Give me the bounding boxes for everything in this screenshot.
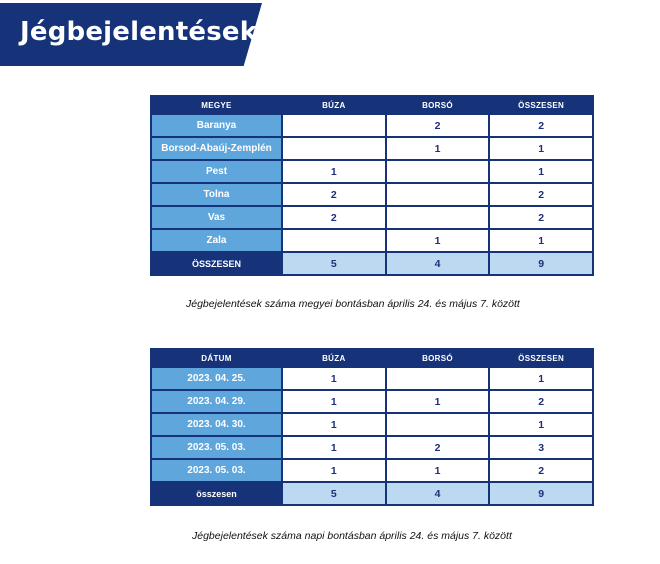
county-table-caption: Jégbejelentések száma megyei bontásban április 24. és május 7. között [186, 298, 520, 310]
county-cell: Baranya [152, 115, 281, 136]
total-cell: 3 [490, 437, 592, 458]
pea-cell: 2 [387, 115, 489, 136]
pea-cell [387, 368, 489, 389]
daily-table-caption: Jégbejelentések száma napi bontásban április 24. és május 7. között [192, 530, 512, 542]
county-cell: Zala [152, 230, 281, 251]
header-wheat: BÚZA [283, 97, 385, 113]
header-total: ÖSSZESEN [490, 97, 592, 113]
date-cell: 2023. 05. 03. [152, 437, 281, 458]
grand-total-cell: 9 [490, 253, 592, 274]
grand-total-cell: 9 [490, 483, 592, 504]
total-cell: 1 [490, 230, 592, 251]
wheat-cell: 1 [283, 161, 385, 182]
table-row [152, 230, 592, 251]
table-row [152, 161, 592, 182]
date-cell: 2023. 05. 03. [152, 460, 281, 481]
table-row [152, 391, 592, 412]
wheat-total-cell: 5 [283, 253, 385, 274]
total-cell: 2 [490, 460, 592, 481]
pea-cell: 1 [387, 460, 489, 481]
county-table [150, 95, 594, 276]
total-cell: 2 [490, 391, 592, 412]
county-cell: Borsod-Abaúj-Zemplén [152, 138, 281, 159]
header-pea: BORSÓ [387, 97, 489, 113]
table-row [152, 184, 592, 205]
date-cell: 2023. 04. 29. [152, 391, 281, 412]
pea-cell: 2 [387, 437, 489, 458]
daily-table [150, 348, 594, 506]
header-pea: BORSÓ [387, 350, 489, 366]
wheat-cell: 1 [283, 368, 385, 389]
wheat-cell: 1 [283, 391, 385, 412]
pea-cell [387, 184, 489, 205]
total-cell: 1 [490, 138, 592, 159]
total-cell: 1 [490, 161, 592, 182]
county-cell: Tolna [152, 184, 281, 205]
table-row [152, 368, 592, 389]
total-label-cell: összesen [152, 483, 281, 504]
page-title: Jégbejelentések [20, 17, 258, 47]
wheat-cell: 1 [283, 414, 385, 435]
county-cell: Pest [152, 161, 281, 182]
date-cell: 2023. 04. 30. [152, 414, 281, 435]
pea-cell [387, 161, 489, 182]
pea-cell [387, 414, 489, 435]
wheat-total-cell: 5 [283, 483, 385, 504]
table-row [152, 138, 592, 159]
table-row [152, 414, 592, 435]
table-row [152, 437, 592, 458]
table-header-row [152, 350, 592, 366]
total-row [152, 253, 592, 274]
total-label-cell: ÖSSZESEN [152, 253, 281, 274]
table-header-row [152, 97, 592, 113]
total-cell: 1 [490, 414, 592, 435]
total-cell: 2 [490, 207, 592, 228]
pea-cell [387, 207, 489, 228]
table-row [152, 115, 592, 136]
header-total: ÖSSZESEN [490, 350, 592, 366]
wheat-cell [283, 138, 385, 159]
header-county: MEGYE [152, 97, 281, 113]
county-cell: Vas [152, 207, 281, 228]
total-cell: 2 [490, 184, 592, 205]
header-wheat: BÚZA [283, 350, 385, 366]
total-row [152, 483, 592, 504]
table-row [152, 207, 592, 228]
wheat-cell [283, 115, 385, 136]
total-cell: 1 [490, 368, 592, 389]
pea-cell: 1 [387, 391, 489, 412]
header-date: DÁTUM [152, 350, 281, 366]
table-row [152, 460, 592, 481]
pea-cell: 1 [387, 230, 489, 251]
wheat-cell: 1 [283, 460, 385, 481]
wheat-cell: 1 [283, 437, 385, 458]
total-cell: 2 [490, 115, 592, 136]
pea-total-cell: 4 [387, 483, 489, 504]
wheat-cell: 2 [283, 184, 385, 205]
wheat-cell: 2 [283, 207, 385, 228]
pea-cell: 1 [387, 138, 489, 159]
pea-total-cell: 4 [387, 253, 489, 274]
date-cell: 2023. 04. 25. [152, 368, 281, 389]
wheat-cell [283, 230, 385, 251]
